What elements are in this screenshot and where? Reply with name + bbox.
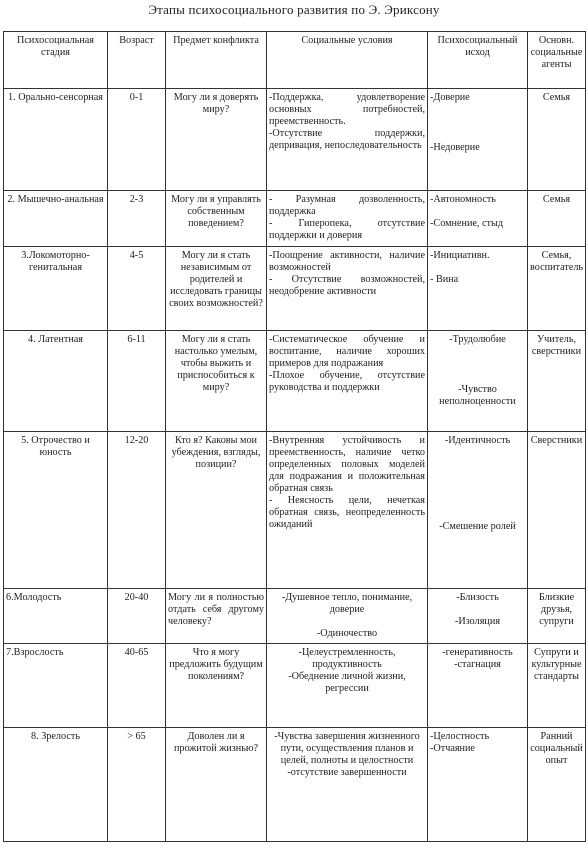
stage-cell: 6.Молодость [4, 589, 108, 644]
outcome-negative: -Изоляция [454, 616, 501, 627]
page-title: Этапы психосоциального развития по Э. Эриксону [148, 2, 440, 17]
outcome-positive: -Близость [456, 592, 499, 603]
stage-cell: 7.Взрослость [4, 644, 108, 728]
outcome-cell [428, 191, 528, 247]
social-cell [267, 191, 428, 247]
social-positive: -Поощрение активности, наличие возможностей [269, 250, 425, 273]
agents-cell: Семья [528, 89, 586, 191]
social-negative: - Отсутствие возможностей, неодобрение активности [269, 274, 425, 297]
outcome-negative: -стагнация [454, 659, 501, 670]
table-row [4, 89, 586, 191]
stage-cell: 5. Отрочество и юность [4, 432, 108, 589]
table-row [4, 331, 586, 432]
outcome-cell [428, 247, 528, 331]
age-cell: 2-3 [108, 191, 166, 247]
stage-cell: 4. Латентная [4, 331, 108, 432]
social-negative: -Отсутствие поддержки, депривация, непоследовательность [269, 128, 425, 151]
age-cell: 12-20 [108, 432, 166, 589]
social-cell [267, 589, 428, 644]
social-negative: -отсутствие завершенности [287, 767, 407, 778]
outcome-positive: -Трудолюбие [449, 334, 506, 345]
social-cell [267, 331, 428, 432]
subject-cell: Могу ли я управлять собственным поведением? [166, 191, 267, 247]
age-cell: 40-65 [108, 644, 166, 728]
subject-cell: Могу ли я доверять миру? [166, 89, 267, 191]
social-cell [267, 432, 428, 589]
age-cell: 0-1 [108, 89, 166, 191]
outcome-negative: -Отчаяние [430, 743, 475, 754]
subject-cell: Доволен ли я прожитой жизнью? [166, 728, 267, 842]
social-cell [267, 247, 428, 331]
outcome-positive: -Автономность [430, 194, 496, 205]
subject-cell: Что я могу предложить будущим поколениям? [166, 644, 267, 728]
table-row [4, 589, 586, 644]
outcome-positive: -генеративность [442, 647, 513, 658]
header-stage: Психосоциальная стадия [4, 32, 108, 89]
outcome-positive: -Инициативн. [430, 250, 490, 261]
stages-table [3, 31, 586, 842]
header-subject: Предмет конфликта [166, 32, 267, 89]
social-cell [267, 644, 428, 728]
outcome-negative: -Сомнение, стыд [430, 218, 504, 229]
age-cell: 20-40 [108, 589, 166, 644]
subject-cell: Могу ли я стать настолько умелым, чтобы выжить и приспособиться к миру? [166, 331, 267, 432]
table-row [4, 247, 586, 331]
age-cell: > 65 [108, 728, 166, 842]
outcome-positive: -Доверие [430, 92, 470, 103]
social-positive: -Внутренняя устойчивость и преемственность, наличие четко определенных половых моделей для подражания и положительная обратная связь [269, 435, 425, 494]
header-agents: Основн. социальные агенты [528, 32, 586, 89]
outcome-negative: -Чувство неполноценности [439, 384, 516, 407]
table-row [4, 191, 586, 247]
social-positive: -Чувства завершения жизненного пути, осуществления планов и целей, полноты и целостности [274, 731, 420, 766]
social-positive: - Разумная дозволенность, поддержка [269, 194, 425, 217]
social-positive: -Душевное тепло, понимание, доверие [281, 592, 413, 615]
social-negative: - Гиперопека, отсутствие поддержки и доверия [269, 218, 425, 241]
agents-cell: Семья, воспитатель [528, 247, 586, 331]
outcome-positive: -Целостность [430, 731, 490, 742]
stage-cell: 2. Мышечно-анальная [4, 191, 108, 247]
social-negative: -Одиночество [316, 628, 378, 639]
social-cell [267, 89, 428, 191]
outcome-negative: -Смешение ролей [439, 521, 516, 532]
subject-cell: Могу ли я полностью отдать себя другому человеку? [166, 589, 267, 644]
agents-cell: Учитель, сверстники [528, 331, 586, 432]
table-row [4, 644, 586, 728]
age-cell: 4-5 [108, 247, 166, 331]
outcome-positive: -Идентичность [444, 435, 511, 446]
header-social: Социальные условия [267, 32, 428, 89]
outcome-negative: -Недоверие [430, 142, 480, 153]
social-negative: - Неясность цели, нечеткая обратная связь, неопределенность ожиданий [269, 495, 425, 530]
subject-cell: Кто я? Каковы мои убеждения, взгляды, позиции? [166, 432, 267, 589]
outcome-cell [428, 728, 528, 842]
social-positive: -Целеустремленность, продуктивность [298, 647, 396, 670]
stage-cell: 1. Орально-сенсорная [4, 89, 108, 191]
subject-cell: Могу ли я стать независимым от родителей и исследовать границы своих возможностей? [166, 247, 267, 331]
agents-cell: Семья [528, 191, 586, 247]
outcome-cell [428, 589, 528, 644]
social-positive: -Систематическое обучение и воспитание, наличие хороших примеров для подражания [269, 334, 425, 369]
table-row [4, 728, 586, 842]
header-outcome: Психосоциальный исход [428, 32, 528, 89]
social-positive: -Поддержка, удовлетворение основных потребностей, преемственность. [269, 92, 425, 127]
stage-cell: 8. Зрелость [4, 728, 108, 842]
outcome-cell [428, 432, 528, 589]
outcome-cell [428, 331, 528, 432]
social-negative: -Плохое обучение, отсутствие руководства и поддержки [269, 370, 425, 393]
agents-cell: Близкие друзья, супруги [528, 589, 586, 644]
header-age: Возраст [108, 32, 166, 89]
table-row [4, 432, 586, 589]
outcome-cell [428, 644, 528, 728]
age-cell: 6-11 [108, 331, 166, 432]
agents-cell: Ранний социальный опыт [528, 728, 586, 842]
social-negative: -Обеднение личной жизни, регрессии [288, 671, 406, 694]
agents-cell: Сверстники [528, 432, 586, 589]
header-row [4, 32, 586, 89]
stage-cell: 3.Локомоторно-генитальная [4, 247, 108, 331]
social-cell [267, 728, 428, 842]
outcome-cell [428, 89, 528, 191]
agents-cell: Супруги и культурные стандарты [528, 644, 586, 728]
outcome-negative: - Вина [430, 274, 459, 285]
